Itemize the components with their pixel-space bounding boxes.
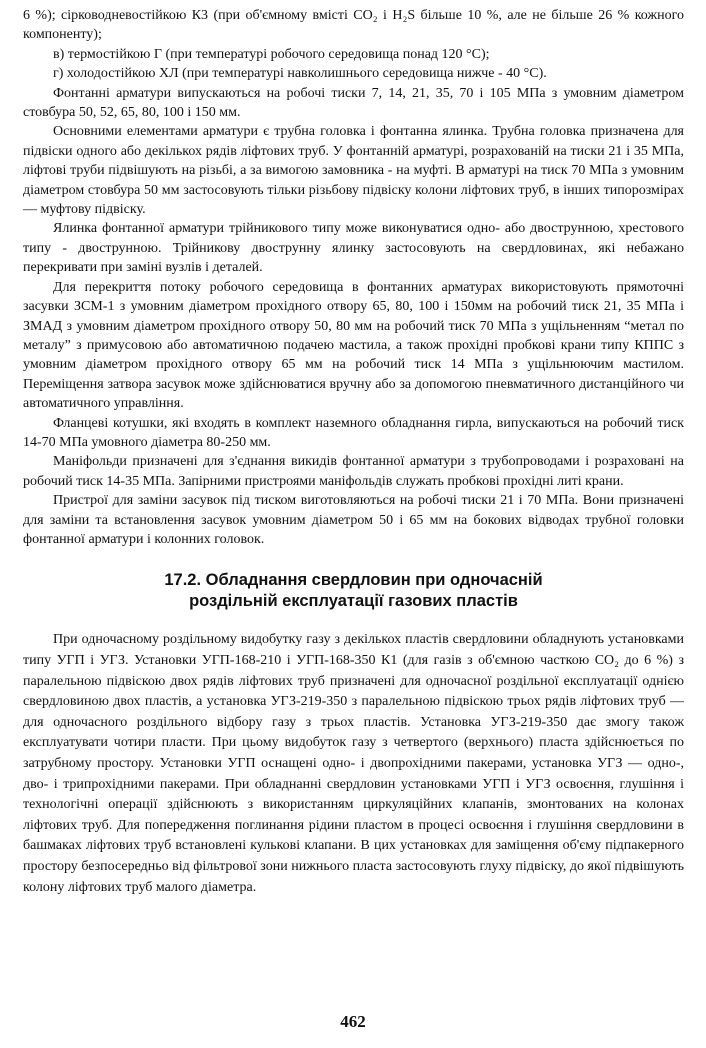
paragraph: Фонтанні арматури випускаються на робочі тиски 7, 14, 21, 35, 70 і 105 МПа з умовним діаметром стовбура 50, 52, 65, 80, 100 і 150 мм. [23, 85, 684, 121]
paragraph: г) холодостійкою ХЛ (при температурі навколишнього середовища нижче - 40 °С). [53, 66, 547, 82]
page-number: 462 [340, 1012, 366, 1031]
paragraph: Пристрої для заміни засувок під тиском виготовляються на робочі тиски 21 і 70 МПа. Вони призначені для заміни та встановлення засувок умовним діаметром 50 і 65 мм на бокових відводах трубної головки фонтанної арматури і колонних головок. [23, 493, 684, 547]
paragraph: 6 %); сірководневостійкою К3 (при об'ємному вмісті CO₂ і H₂S більше 10 %, але не більше 26 % кожного компоненту); [23, 8, 684, 43]
section-body-bottom [23, 630, 684, 898]
paragraph: Ялинка фонтанної арматури трійникового типу може виконуватися одно- або двострунною, хрестового типу - двострунною. Трійникову двострунну ялинку застосовують на свердловинах, які небажано перекривати при заміні вузлів і деталей. [23, 221, 684, 276]
section-body-top [23, 6, 684, 549]
paragraph: Фланцеві котушки, які входять в комплект наземного обладнання гирла, випускаються на робочий тиск 14-70 МПа умовного діаметра 80-250 мм. [23, 415, 684, 450]
paragraph: Маніфольди призначені для з'єднання викидів фонтанної арматури з трубопроводами і розраховані на робочий тиск 14-35 МПа. Запірними пристроями маніфольдів служать пробкові прохідні литі крани. [23, 454, 684, 489]
paragraph: Для перекриття потоку робочого середовища в фонтанних арматурах використовують прямоточні засувки ЗСМ-1 з умовним діаметром прохідного отвору 65, 80, 100 і 150мм на робочий тиск 21, 35 МПа і ЗМАД з умовним діаметром прохідного отвору 50, 80 мм на робочий тиск 70 МПа з ущільненням “метал по металу” з примусовою або автоматичною подачею мастила, а також прохідні пробкові крани типу КППС з умовним діаметром прохідного отвору 65 мм на робочий тиск 14 МПа з ущільнюючим мастилом. Переміщення затвора засувок може здійснюватися вручну або за допомогою пневматичного дистанційного чи автоматичного управління. [23, 279, 684, 412]
section-heading-line-1: 17.2. Обладнання свердловин при одночасній [164, 571, 543, 590]
paragraph: в) термостійкою Г (при температурі робочого середовища понад 120 °С); [53, 46, 490, 62]
section-heading [23, 570, 684, 612]
section-heading-line-2: роздільній експлуатації газових пластів [189, 592, 518, 611]
paragraph: При одночасному роздільному видобутку газу з декількох пластів свердловини обладнують установками типу УГП і УГЗ. Установки УГП-168-210 і УГП-168-350 К1 (для газів з об'ємною часткою CO₂ до 6 %) з паралельною підвіскою двох рядів ліфтових труб призначені для одночасної роздільної експлуатації однією свердловиною двох пластів, а установка УГЗ-219-350 з паралельною підвіскою трьох рядів ліфтових труб — для одночасного роздільного відбору газу з трьох пластів. Установка УГЗ-219-350 дає змогу також експлуатувати чотири пласти. При цьому видобуток газу з четвертого (верхнього) пласта здійснюється по затрубному простору. Установки УГП оснащені одно- і двопрохідними пакерами, установка УГЗ — одно-, дво- і трипрохідними пакерами. При обладнанні свердловин установками УГП і УГЗ освоєння, глушіння і технологічні операції здійснюють з використанням циркуляційних клапанів, змонтованих на колонах ліфтових труб. Для попередження поглинання рідини пластом в процесі освоєння і глушіння свердловини в башмаках ліфтових труб встановлені кулькові клапани. В цих установках для заміщення об'єму підпакерного простору безпосередньо від фільтрової зони нижнього пласта застосовують глуху підвіску, до якої підвішують колону ліфтових труб малого діаметра. [23, 632, 684, 895]
paragraph: Основними елементами арматури є трубна головка і фонтанна ялинка. Трубна головка призначена для підвіски одного або декількох рядів ліфтових труб. У фонтанній арматурі, розрахованій на тиски 21 і 35 МПа, ліфтові труби підвішують на різьбі, а за вимогою замовника - на муфті. В арматурі на тиск 70 МПа з умовним діаметром стовбура 50 мм застосовують тільки різьбову підвіску колони ліфтових труб, в інших типорозмірах — муфтову підвіску. [23, 124, 684, 218]
